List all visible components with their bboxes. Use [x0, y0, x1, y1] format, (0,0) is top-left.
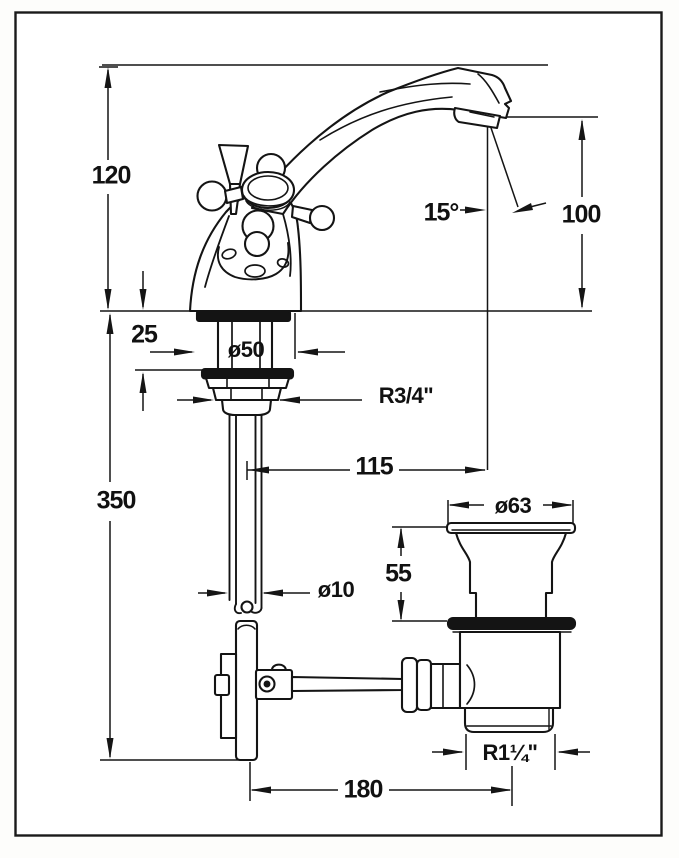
dim-outlet-height: 100	[561, 200, 601, 229]
waste-body	[460, 632, 560, 708]
pipe-end	[242, 602, 253, 613]
dim-supply-pipe-diameter: ø10	[317, 577, 355, 602]
horizontal-rod	[292, 677, 403, 691]
handle-ball-left	[198, 182, 227, 211]
waste-cap-rim	[447, 523, 575, 533]
dim-waste-flange-diameter: ø63	[494, 493, 532, 518]
flange-plate	[206, 378, 289, 388]
dim-waste-centre-distance: 180	[343, 775, 383, 804]
waste-tailpiece	[465, 708, 553, 732]
dim-deck-gap: 25	[131, 320, 157, 349]
rod-knob	[215, 675, 229, 695]
dim-waste-thread: R1¼"	[482, 740, 538, 765]
dim-shank-thread: R3/4"	[378, 383, 434, 408]
base-gasket	[197, 311, 290, 321]
dim-outlet-reach: 115	[355, 452, 393, 481]
dim-outlet-angle: 15°	[423, 198, 459, 227]
shank-nut	[213, 388, 281, 400]
handle-ball-right	[310, 206, 334, 230]
pop-up-rod	[236, 621, 257, 760]
dim-base-diameter: ø50	[227, 337, 265, 362]
waste-washer	[448, 618, 575, 629]
dim-waste-flange-height: 55	[385, 559, 411, 588]
waste-linkage-bar	[402, 658, 417, 712]
dim-supply-pipe-length: 350	[96, 486, 136, 515]
dim-overall-height: 120	[91, 161, 131, 190]
